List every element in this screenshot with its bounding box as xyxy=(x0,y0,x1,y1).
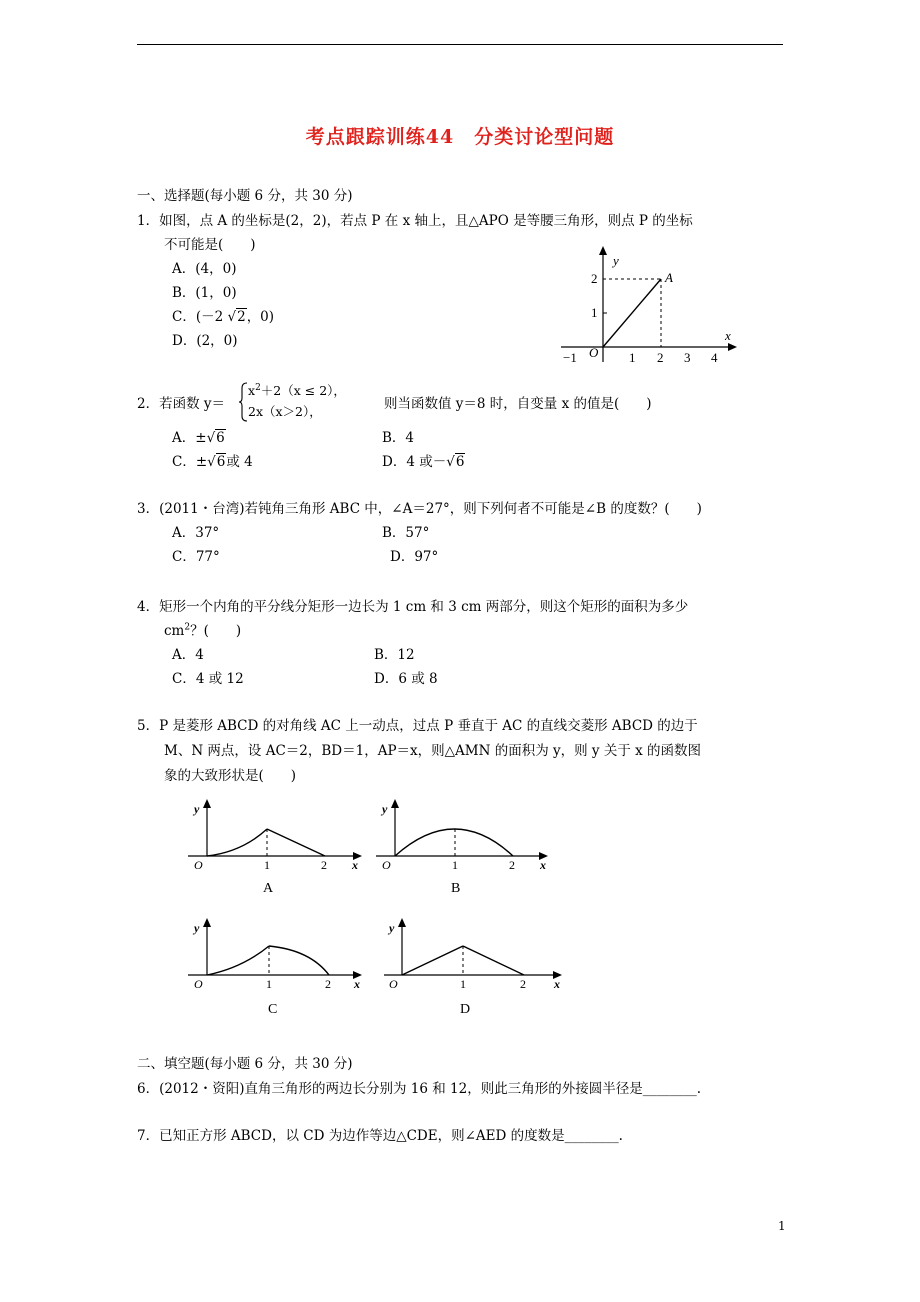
graph-c-tick: 1 xyxy=(266,977,272,991)
graph-c-origin: O xyxy=(194,977,203,991)
q5-graph-b xyxy=(368,795,558,900)
q3-option-b: B．57° xyxy=(382,525,430,541)
q1-x-label: x xyxy=(725,328,731,343)
q1-x-tick-label: 3 xyxy=(684,350,691,365)
graph-a-origin: O xyxy=(194,858,203,872)
header-rule xyxy=(137,44,783,45)
q3-option-a: A．37° xyxy=(172,525,220,541)
q7-answer-blank[interactable]: ________ xyxy=(564,1128,619,1144)
q1-x-tick-label: −1 xyxy=(563,350,577,365)
q6-stem: 6．(2012・资阳)直角三角形的两边长分别为 16 和 12，则此三角形的外接圆半径是________. xyxy=(137,1081,702,1097)
graph-c-curve-right xyxy=(269,946,329,975)
q5-graph-c xyxy=(180,910,370,1020)
graph-b-tick: 1 xyxy=(452,858,458,872)
q2-option-b: B．4 xyxy=(382,430,415,446)
graph-a-tick: 1 xyxy=(264,858,270,872)
q1-y-tick-label: 1 xyxy=(591,305,598,320)
q1-segment-oa xyxy=(603,279,661,347)
q4-stem-line1: 4．矩形一个内角的平分线分矩形一边长为 1 cm 和 3 cm 两部分，则这个矩形的面积为多少 xyxy=(137,599,689,615)
q1-origin-label: O xyxy=(589,345,599,360)
graph-a-tick: 2 xyxy=(321,858,327,872)
section-heading-fill: 二、填空题(每小题 6 分，共 30 分) xyxy=(137,1056,353,1072)
q4-option-a: A．4 xyxy=(172,647,204,663)
graph-c-curve-left xyxy=(207,946,269,975)
q1-coordinate-figure xyxy=(555,240,745,370)
q5-graph-d xyxy=(376,910,576,1020)
q1-option-c: C．(－2 √2，0) xyxy=(172,309,275,325)
graph-a-curve xyxy=(207,829,267,856)
q3-option-d: D．97° xyxy=(390,549,439,565)
q2-option-a: A．±√6 xyxy=(172,430,225,446)
graph-d-origin: O xyxy=(389,977,398,991)
graph-c-tick: 2 xyxy=(325,977,331,991)
q1-x-tick-label: 2 xyxy=(657,350,664,365)
q1-option-b: B．(1，0) xyxy=(172,285,237,301)
q1-y-tick-label: 2 xyxy=(591,271,598,286)
graph-a-y-label: y xyxy=(194,802,200,816)
q1-stem-line1: 1．如图，点 A 的坐标是(2，2)，若点 P 在 x 轴上，且△APO 是等腰三角形，则点 P 的坐标 xyxy=(137,213,693,229)
q4-stem-line2: $cm^2$？( ) xyxy=(164,622,242,639)
q4-option-d: D．6 或 8 xyxy=(374,671,438,687)
graph-c-y-label: y xyxy=(194,921,200,935)
graph-a-y-arrow-icon xyxy=(203,799,211,808)
graph-d-line-down xyxy=(463,946,524,975)
graph-d-x-label: x xyxy=(554,977,560,991)
q2-brace-icon xyxy=(238,382,248,422)
q1-y-arrow-icon xyxy=(599,246,607,255)
graph-d-y-arrow-icon xyxy=(398,918,406,927)
q5-stem-line3: 象的大致形状是( ) xyxy=(164,768,297,784)
graph-d-y-label: y xyxy=(389,921,395,935)
q2-case-2: 2x（x＞2）， xyxy=(248,404,322,419)
q2-case-1: $x^2+2(x \le 2)$， xyxy=(248,382,346,398)
graph-b-x-label: x xyxy=(540,858,546,872)
graph-b-y-arrow-icon xyxy=(391,799,399,808)
graph-a-x-label: x xyxy=(352,858,358,872)
section-heading-choice: 一、选择题(每小题 6 分，共 30 分) xyxy=(137,188,353,204)
q3-option-c: C．77° xyxy=(172,549,220,565)
graph-c-y-arrow-icon xyxy=(203,918,211,927)
graph-b-caption: B xyxy=(451,881,461,896)
graph-d-tick: 1 xyxy=(460,977,466,991)
graph-c-x-label: x xyxy=(354,977,360,991)
q1-x-arrow-icon xyxy=(728,343,737,351)
page-number: 1 xyxy=(778,1219,786,1233)
graph-d-caption: D xyxy=(460,1002,471,1017)
q3-stem: 3．(2011・台湾)若钝角三角形 ABC 中，∠A＝27°，则下列何者不可能是∠B 的度数？( ) xyxy=(137,501,702,517)
graph-d-line-up xyxy=(402,946,463,975)
q7-stem: 7．已知正方形 ABCD，以 CD 为边作等边△CDE，则∠AED 的度数是________. xyxy=(137,1128,623,1144)
q4-option-c: C．4 或 12 xyxy=(172,671,244,687)
q1-x-tick-label: 1 xyxy=(629,350,636,365)
graph-c-caption: C xyxy=(268,1002,278,1017)
q2-stem-suffix: 则当函数值 y＝8 时，自变量 x 的值是( ) xyxy=(384,396,652,412)
q5-graph-a xyxy=(180,795,370,900)
graph-b-tick: 2 xyxy=(509,858,515,872)
q6-answer-blank[interactable]: ________ xyxy=(642,1081,697,1097)
q5-stem-line1: 5．P 是菱形 ABCD 的对角线 AC 上一动点，过点 P 垂直于 AC 的直线交菱形 ABCD 的边于 xyxy=(137,718,698,734)
q2-stem-prefix: 2．若函数 y＝ xyxy=(137,396,226,412)
q1-option-a: A．(4，0) xyxy=(172,261,237,277)
q2-option-d: D．4 或－√6 xyxy=(382,454,465,470)
graph-d-tick: 2 xyxy=(520,977,526,991)
graph-b-y-label: y xyxy=(382,802,388,816)
graph-a-caption: A xyxy=(263,881,274,896)
graph-a-line xyxy=(267,829,325,856)
q2-option-c: C．±√6或 4 xyxy=(172,454,253,470)
q1-option-d: D．(2，0) xyxy=(172,333,238,349)
q1-y-label: y xyxy=(613,253,619,268)
graph-b-origin: O xyxy=(382,858,391,872)
q1-point-a-label: A xyxy=(665,270,673,285)
q4-option-b: B．12 xyxy=(374,647,415,663)
q1-x-tick-label: 4 xyxy=(711,350,718,365)
page-title: 考点跟踪训练44 分类讨论型问题 xyxy=(305,126,615,148)
graph-b-curve xyxy=(395,829,513,856)
q5-stem-line2: M、N 两点，设 AC＝2，BD＝1，AP＝x，则△AMN 的面积为 y，则 y 关于 x 的函数图 xyxy=(164,743,702,759)
q1-stem-line2: 不可能是( ) xyxy=(164,237,256,253)
